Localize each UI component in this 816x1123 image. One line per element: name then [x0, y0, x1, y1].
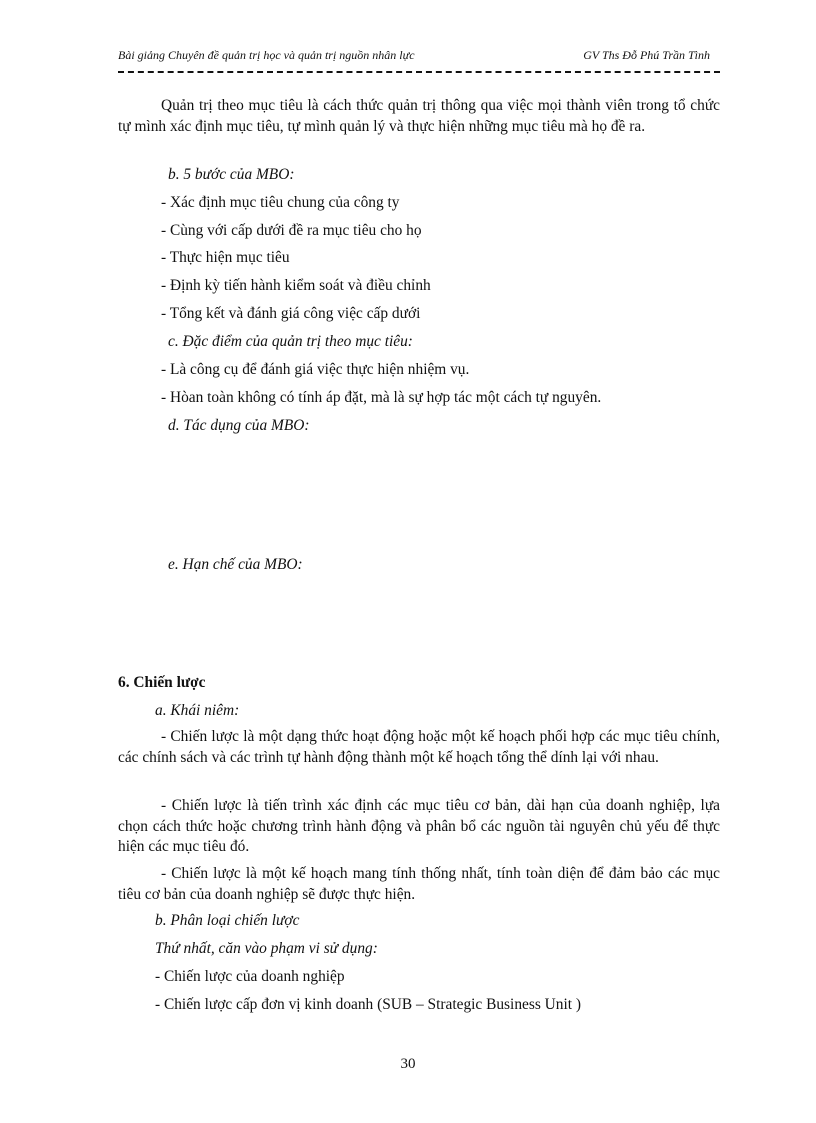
- strategy-paragraph: - Chiến lược là tiến trình xác định các mục tiêu cơ bản, dài hạn của doanh nghiệp, lựa chọn cách thức hoặc chương trình hành động và phân bổ các nguồn tài nguyên chủ yếu để thực hiện các mục tiêu đó.: [118, 797, 720, 855]
- mbo-effects-heading: d. Tác dụng của MBO:: [168, 417, 310, 434]
- mbo-step: - Định kỳ tiến hành kiểm soát và điều chỉnh: [161, 277, 431, 294]
- header-author: GV Ths Đỗ Phú Trần Tình: [583, 48, 710, 62]
- mbo-definition: Quản trị theo mục tiêu là cách thức quản trị thông qua việc mọi thành viên trong tổ chức tự mình xác định mục tiêu, tự mình quản lý và thực hiện những mục tiêu mà họ đề ra.: [118, 97, 720, 135]
- strategy-heading: 6. Chiến lược: [118, 674, 206, 691]
- header-divider: [118, 71, 720, 73]
- page-number: 30: [400, 1056, 416, 1072]
- strategy-concept-heading: a. Khái niêm:: [155, 702, 240, 719]
- strategy-scope-item: - Chiến lược của doanh nghiệp: [155, 968, 345, 985]
- strategy-scope-item: - Chiến lược cấp đơn vị kinh doanh (SUB – Strategic Business Unit ): [155, 996, 582, 1013]
- mbo-limits-heading: e. Hạn chế của MBO:: [168, 556, 303, 573]
- page-header: [118, 48, 720, 68]
- mbo-step: - Thực hiện mục tiêu: [161, 249, 290, 266]
- strategy-scope-heading: Thứ nhất, căn vào phạm vi sử dụng:: [155, 940, 378, 957]
- strategy-classification-heading: b. Phân loại chiến lược: [155, 912, 300, 929]
- header-course-title: Bài giảng Chuyên đề quản trị học và quản trị nguồn nhân lực: [118, 48, 415, 62]
- mbo-step: - Xác định mục tiêu chung của công ty: [161, 194, 400, 211]
- mbo-step: - Cùng với cấp dưới đề ra mục tiêu cho họ: [161, 222, 422, 239]
- mbo-feature: - Hòan toàn không có tính áp đặt, mà là sự hợp tác một cách tự nguyên.: [161, 389, 602, 406]
- mbo-feature: - Là công cụ để đánh giá việc thực hiện nhiệm vụ.: [161, 361, 470, 378]
- mbo-steps-heading: b. 5 bước của MBO:: [168, 166, 295, 183]
- strategy-paragraph: - Chiến lược là một kế hoạch mang tính thống nhất, tính toàn diện để đảm bảo các mục tiêu cơ bản của doanh nghiệp sẽ được thực hiện.: [118, 865, 720, 903]
- strategy-paragraph: - Chiến lược là một dạng thức hoạt động hoặc một kế hoạch phối hợp các mục tiêu chính, các chính sách và các trình tự hành động thành một kế hoạch tổng thể dính lại với nhau.: [118, 728, 720, 766]
- mbo-step: - Tổng kết và đánh giá công việc cấp dưới: [161, 305, 421, 322]
- mbo-features-heading: c. Đặc điểm của quản trị theo mục tiêu:: [168, 333, 413, 350]
